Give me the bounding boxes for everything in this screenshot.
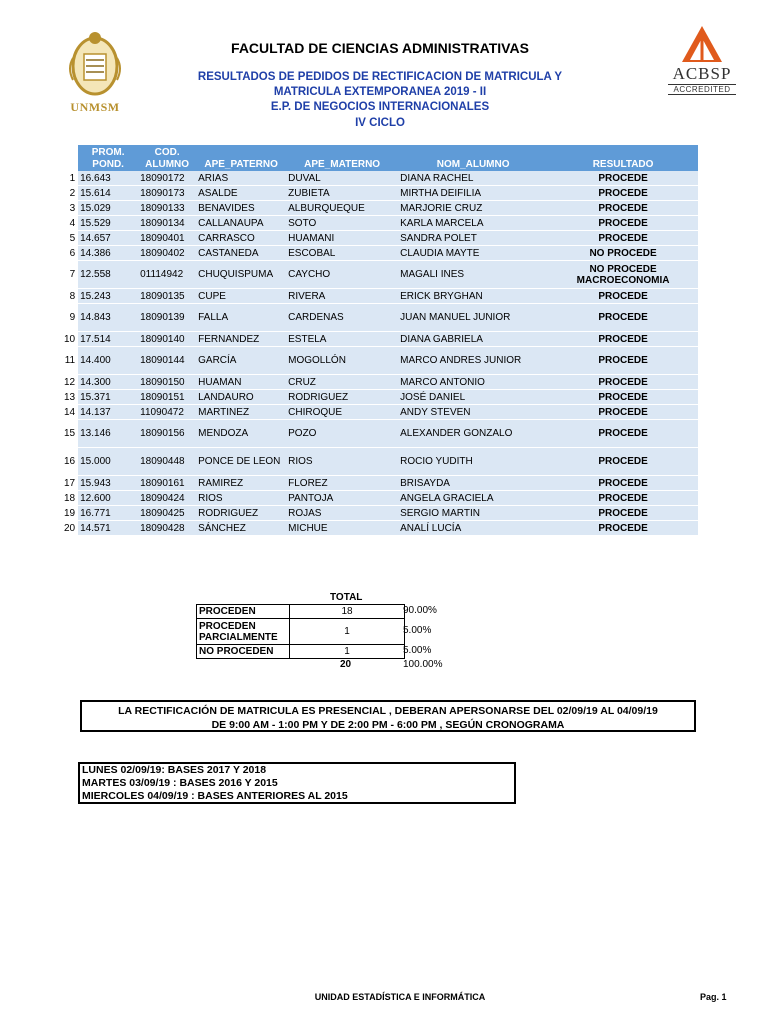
resultado-cell: PROCEDE [548,491,698,506]
resultado-cell: PROCEDE [548,521,698,536]
row-number: 2 [62,186,78,201]
table-row [62,448,698,476]
materno-header: APE_MATERNO [286,145,398,171]
prom-cell: 13.146 [78,420,138,448]
resultado-header: RESULTADO [548,145,698,171]
faculty-title: FACULTAD DE CIENCIAS ADMINISTRATIVAS [231,40,529,56]
prom-cell: 14.400 [78,347,138,375]
cod-cell: 18090448 [138,448,196,476]
cod-cell: 18090144 [138,347,196,375]
table-header-row [62,145,698,171]
resultado-cell: PROCEDE [548,375,698,390]
prom-cell: 12.558 [78,261,138,289]
nombre-cell: MARCO ANDRES JUNIOR [398,347,548,375]
nombre-cell: JOSÉ DANIEL [398,390,548,405]
cod-cell: 18090402 [138,246,196,261]
cod-cell: 18090425 [138,506,196,521]
schedule-line: MIERCOLES 04/09/19 : BASES ANTERIORES AL 2015 [82,790,348,802]
cod-cell: 18090133 [138,201,196,216]
row-number-header [62,145,78,171]
prom-cell: 16.643 [78,171,138,186]
prom-cell: 14.571 [78,521,138,536]
page-number: Pag. 1 [700,992,727,1002]
nombre-cell: ERICK BRYGHAN [398,289,548,304]
paterno-cell: FALLA [196,304,286,332]
totals-pct: 5.00% [403,645,432,656]
cod-cell: 18090140 [138,332,196,347]
acbsp-logo-text: ACBSP [672,64,732,83]
prom-cell: 15.029 [78,201,138,216]
table-row [62,246,698,261]
nombre-cell: KARLA MARCELA [398,216,548,231]
nombre-cell: MARCO ANTONIO [398,375,548,390]
materno-cell: MOGOLLÓN [286,347,398,375]
resultado-cell: PROCEDE [548,332,698,347]
resultado-cell: NO PROCEDE [548,246,698,261]
table-row [62,216,698,231]
table-row [62,289,698,304]
materno-cell: CARDENAS [286,304,398,332]
materno-cell: CRUZ [286,375,398,390]
paterno-cell: CALLANAUPA [196,216,286,231]
resultado-cell: NO PROCEDE MACROECONOMIA [548,261,698,289]
nombre-cell: SANDRA POLET [398,231,548,246]
notice-line-1: LA RECTIFICACIÓN DE MATRICULA ES PRESENCIAL , DEBERAN APERSONARSE DEL 02/09/19 AL 04/09/19 [118,705,658,717]
table-row [62,304,698,332]
totals-value: 18 [290,605,405,619]
materno-cell: POZO [286,420,398,448]
table-row [62,171,698,186]
subtitle-line-3: E.P. DE NEGOCIOS INTERNACIONALES [270,101,490,113]
paterno-cell: HUAMAN [196,375,286,390]
cod-cell: 18090161 [138,476,196,491]
paterno-cell: RAMIREZ [196,476,286,491]
resultado-cell: PROCEDE [548,171,698,186]
row-number: 8 [62,289,78,304]
row-number: 10 [62,332,78,347]
paterno-cell: ARIAS [196,171,286,186]
row-number: 11 [62,347,78,375]
materno-cell: RODRIGUEZ [286,390,398,405]
nombre-header: NOM_ALUMNO [398,145,548,171]
results-table [62,145,698,536]
row-number: 20 [62,521,78,536]
prom-cell: 15.529 [78,216,138,231]
rectification-notice [80,700,696,732]
row-number: 18 [62,491,78,506]
row-number: 15 [62,420,78,448]
cod-cell: 18090424 [138,491,196,506]
nombre-cell: MAGALI INES [398,261,548,289]
nombre-cell: ANALÍ LUCÍA [398,521,548,536]
unmsm-logo-text: UNMSM [70,100,120,114]
prom-cell: 12.600 [78,491,138,506]
cod-cell: 18090151 [138,390,196,405]
schedule-line: LUNES 02/09/19: BASES 2017 Y 2018 [82,764,267,776]
materno-cell: ESTELA [286,332,398,347]
schedule-box [78,762,516,804]
subtitle-line-1: RESULTADOS DE PEDIDOS DE RECTIFICACION DE MATRICULA Y [197,71,563,83]
materno-cell: SOTO [286,216,398,231]
totals-row [197,619,405,645]
subtitle-line-2: MATRICULA EXTEMPORANEA 2019 - II [273,86,487,98]
table-row [62,476,698,491]
acbsp-triangle-icon [664,24,740,64]
cod-cell: 18090150 [138,375,196,390]
nombre-cell: MARJORIE CRUZ [398,201,548,216]
totals-title: TOTAL [330,592,363,603]
acbsp-accredited-text: ACCREDITED [668,84,736,95]
nombre-cell: CLAUDIA MAYTE [398,246,548,261]
prom-cell: 15.371 [78,390,138,405]
row-number: 14 [62,405,78,420]
cod-cell: 18090173 [138,186,196,201]
prom-cell: 15.000 [78,448,138,476]
cod-cell: 01114942 [138,261,196,289]
row-number: 1 [62,171,78,186]
paterno-cell: ASALDE [196,186,286,201]
paterno-cell: MARTINEZ [196,405,286,420]
nombre-cell: ANGELA GRACIELA [398,491,548,506]
nombre-cell: DIANA GABRIELA [398,332,548,347]
row-number: 4 [62,216,78,231]
materno-cell: RIOS [286,448,398,476]
paterno-cell: CARRASCO [196,231,286,246]
table-row [62,420,698,448]
resultado-cell: PROCEDE [548,390,698,405]
prom-cell: 16.771 [78,506,138,521]
totals-pct: 5.00% [403,625,432,636]
materno-cell: CAYCHO [286,261,398,289]
prom-header: PROM. POND. [78,145,138,171]
cod-cell: 18090156 [138,420,196,448]
materno-cell: DUVAL [286,171,398,186]
resultado-cell: PROCEDE [548,289,698,304]
prom-cell: 14.300 [78,375,138,390]
table-row [62,390,698,405]
table-row [62,405,698,420]
cod-header: COD. ALUMNO [138,145,196,171]
resultado-cell: PROCEDE [548,231,698,246]
totals-sum-pct: 100.00% [403,659,443,670]
totals-label: NO PROCEDEN [197,645,290,659]
nombre-cell: ANDY STEVEN [398,405,548,420]
cod-cell: 18090134 [138,216,196,231]
resultado-cell: PROCEDE [548,201,698,216]
table-row [62,375,698,390]
prom-cell: 14.137 [78,405,138,420]
nombre-cell: DIANA RACHEL [398,171,548,186]
resultado-cell: PROCEDE [548,506,698,521]
materno-cell: RIVERA [286,289,398,304]
table-row [62,186,698,201]
resultado-cell: PROCEDE [548,448,698,476]
table-row [62,332,698,347]
prom-cell: 15.243 [78,289,138,304]
paterno-cell: CUPE [196,289,286,304]
prom-cell: 14.386 [78,246,138,261]
row-number: 7 [62,261,78,289]
paterno-header: APE_PATERNO [196,145,286,171]
nombre-cell: ROCIO YUDITH [398,448,548,476]
paterno-cell: FERNANDEZ [196,332,286,347]
materno-cell: MICHUE [286,521,398,536]
paterno-cell: RODRIGUEZ [196,506,286,521]
cod-cell: 18090172 [138,171,196,186]
resultado-cell: PROCEDE [548,304,698,332]
prom-cell: 14.657 [78,231,138,246]
materno-cell: CHIROQUE [286,405,398,420]
table-row [62,521,698,536]
nombre-cell: SERGIO MARTIN [398,506,548,521]
nombre-cell: BRISAYDA [398,476,548,491]
resultado-cell: PROCEDE [548,186,698,201]
subtitle-line-4: IV CICLO [355,117,405,129]
schedule-line: MARTES 03/09/19 : BASES 2016 Y 2015 [82,777,278,789]
cod-cell: 18090401 [138,231,196,246]
prom-cell: 15.943 [78,476,138,491]
nombre-cell: ALEXANDER GONZALO [398,420,548,448]
cod-cell: 18090428 [138,521,196,536]
resultado-cell: PROCEDE [548,216,698,231]
footer-unit: UNIDAD ESTADÍSTICA E INFORMÁTICA [314,992,486,1002]
totals-label: PROCEDEN PARCIALMENTE [197,619,290,645]
totals-row [197,605,405,619]
row-number: 12 [62,375,78,390]
resultado-cell: PROCEDE [548,405,698,420]
totals-row [197,645,405,659]
row-number: 16 [62,448,78,476]
cod-cell: 11090472 [138,405,196,420]
paterno-cell: SÁNCHEZ [196,521,286,536]
totals-pct: 90.00% [403,605,437,616]
totals-label: PROCEDEN [197,605,290,619]
resultado-cell: PROCEDE [548,347,698,375]
materno-cell: FLOREZ [286,476,398,491]
row-number: 17 [62,476,78,491]
materno-cell: PANTOJA [286,491,398,506]
nombre-cell: JUAN MANUEL JUNIOR [398,304,548,332]
materno-cell: ZUBIETA [286,186,398,201]
row-number: 3 [62,201,78,216]
prom-cell: 17.514 [78,332,138,347]
paterno-cell: CHUQUISPUMA [196,261,286,289]
materno-cell: ESCOBAL [286,246,398,261]
table-row [62,506,698,521]
row-number: 13 [62,390,78,405]
materno-cell: ALBURQUEQUE [286,201,398,216]
totals-sum: 20 [340,659,352,670]
paterno-cell: PONCE DE LEON [196,448,286,476]
row-number: 6 [62,246,78,261]
table-row [62,231,698,246]
row-number: 9 [62,304,78,332]
table-row [62,347,698,375]
cod-cell: 18090139 [138,304,196,332]
table-row [62,261,698,289]
cod-cell: 18090135 [138,289,196,304]
row-number: 19 [62,506,78,521]
totals-value: 1 [290,645,405,659]
notice-line-2: DE 9:00 AM - 1:00 PM Y DE 2:00 PM - 6:00 PM , SEGÚN CRONOGRAMA [211,719,565,731]
paterno-cell: RIOS [196,491,286,506]
row-number: 5 [62,231,78,246]
paterno-cell: CASTANEDA [196,246,286,261]
paterno-cell: MENDOZA [196,420,286,448]
materno-cell: HUAMANI [286,231,398,246]
table-row [62,491,698,506]
prom-cell: 15.614 [78,186,138,201]
paterno-cell: LANDAURO [196,390,286,405]
paterno-cell: GARCÍA [196,347,286,375]
unmsm-crest-icon [60,28,130,100]
totals-value: 1 [290,619,405,645]
resultado-cell: PROCEDE [548,476,698,491]
nombre-cell: MIRTHA DEIFILIA [398,186,548,201]
prom-cell: 14.843 [78,304,138,332]
paterno-cell: BENAVIDES [196,201,286,216]
table-row [62,201,698,216]
totals-table [196,604,405,659]
materno-cell: ROJAS [286,506,398,521]
resultado-cell: PROCEDE [548,420,698,448]
